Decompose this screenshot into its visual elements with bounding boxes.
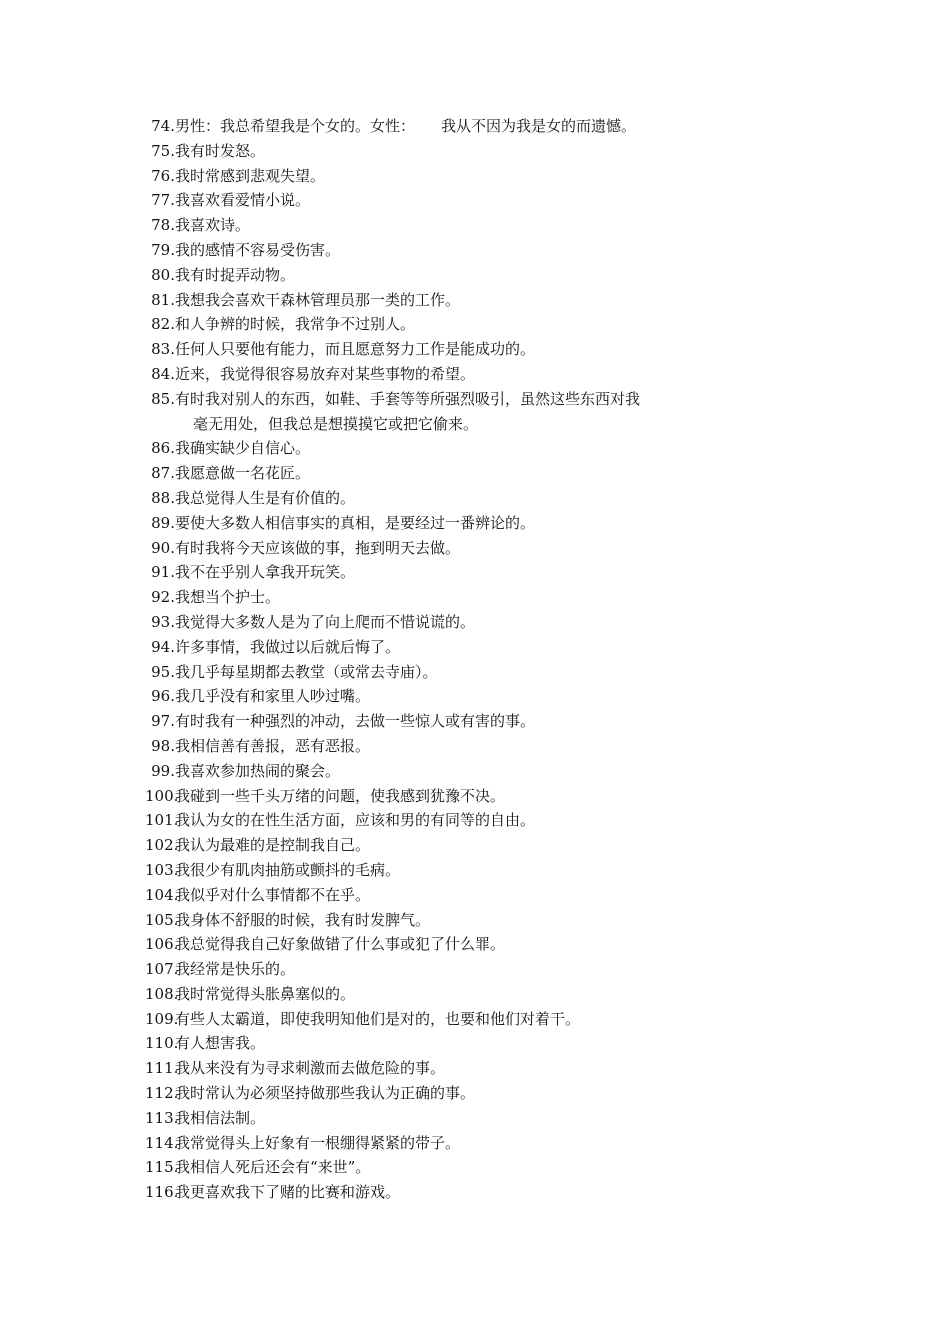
question-item xyxy=(145,436,845,461)
question-text: 有时我有一种强烈的冲动，去做一些惊人或有害的事。 xyxy=(175,712,536,731)
question-number: 97. xyxy=(151,712,175,731)
question-text: 我很少有肌肉抽筋或颤抖的毛病。 xyxy=(175,860,401,879)
question-number: 105. xyxy=(145,910,179,929)
question-item xyxy=(145,1031,845,1056)
question-number: 86. xyxy=(151,439,175,458)
question-text: 我想当个护士。 xyxy=(175,588,281,607)
question-item xyxy=(145,1081,845,1106)
question-number: 77. xyxy=(151,191,175,210)
question-item xyxy=(145,957,845,982)
question-number: 74. xyxy=(151,117,175,135)
question-number: 111. xyxy=(145,1059,179,1078)
question-item xyxy=(145,858,845,883)
question-number: 82. xyxy=(151,315,175,334)
question-number: 104. xyxy=(145,885,179,904)
question-item xyxy=(145,635,845,660)
question-item xyxy=(145,759,845,784)
question-number: 113. xyxy=(145,1108,179,1127)
question-item xyxy=(145,982,845,1007)
question-number: 98. xyxy=(151,736,175,755)
question-text: 我有时发怒。 xyxy=(175,141,266,160)
question-item xyxy=(145,560,845,585)
question-text: 我似乎对什么事情都不在乎。 xyxy=(175,885,371,904)
question-item xyxy=(145,808,845,833)
question-number: 102. xyxy=(145,836,179,855)
question-number: 79. xyxy=(151,240,175,259)
question-text: 我几乎没有和家里人吵过嘴。 xyxy=(175,687,371,706)
question-item xyxy=(145,734,845,759)
question-text: 我喜欢看爱情小说。 xyxy=(175,191,311,210)
question-number: 84. xyxy=(151,364,175,383)
question-number: 112. xyxy=(145,1084,179,1103)
question-text: 我有时捉弄动物。 xyxy=(175,265,296,284)
question-text: 要使大多数人相信事实的真相，是要经过一番辨论的。 xyxy=(175,513,536,532)
question-number: 95. xyxy=(151,662,175,681)
question-text: 我确实缺少自信心。 xyxy=(175,439,311,458)
question-item xyxy=(145,288,845,313)
question-number: 83. xyxy=(151,340,175,359)
question-number: 91. xyxy=(151,563,175,582)
question-number: 90. xyxy=(151,538,175,557)
question-text: 我几乎每星期都去教堂（或常去寺庙）。 xyxy=(175,662,438,681)
question-item xyxy=(145,1131,845,1156)
question-text: 我认为女的在性生活方面，应该和男的有同等的自由。 xyxy=(175,811,536,830)
question-number: 92. xyxy=(151,588,175,607)
question-text: 男性：我总希望我是个女的。女性： 我从不因为我是女的而遗憾。 xyxy=(175,117,637,135)
question-text: 我觉得大多数人是为了向上爬而不惜说谎的。 xyxy=(175,612,476,631)
question-number: 88. xyxy=(151,488,175,507)
question-number: 89. xyxy=(151,513,175,532)
question-number: 109. xyxy=(145,1009,179,1028)
question-text: 任何人只要他有能力，而且愿意努力工作是能成功的。 xyxy=(175,340,536,359)
question-text: 我经常是快乐的。 xyxy=(175,960,296,979)
question-text: 我认为最难的是控制我自己。 xyxy=(175,836,371,855)
question-number: 87. xyxy=(151,464,175,483)
question-text: 我碰到一些千头万绪的问题，使我感到犹豫不决。 xyxy=(175,786,506,805)
question-text: 和人争辨的时候，我常争不过别人。 xyxy=(175,315,416,334)
question-item xyxy=(145,238,845,263)
question-number: 103. xyxy=(145,860,179,879)
question-number: 115. xyxy=(145,1158,179,1177)
question-number: 99. xyxy=(151,761,175,780)
question-item xyxy=(145,536,845,561)
question-item xyxy=(145,164,845,189)
question-item xyxy=(145,932,845,957)
question-number: 107. xyxy=(145,960,179,979)
question-text: 我的感情不容易受伤害。 xyxy=(175,240,341,259)
question-text: 我想我会喜欢干森林管理员那一类的工作。 xyxy=(175,290,461,309)
question-item xyxy=(145,486,845,511)
question-number: 78. xyxy=(151,216,175,235)
question-number: 75. xyxy=(151,141,175,160)
question-item xyxy=(145,833,845,858)
question-number: 114. xyxy=(145,1133,179,1152)
question-number: 94. xyxy=(151,637,175,656)
question-text: 我从来没有为寻求刺激而去做危险的事。 xyxy=(175,1059,446,1078)
question-text: 我时常认为必须坚持做那些我认为正确的事。 xyxy=(175,1084,476,1103)
question-text-line: 有时我对别人的东西，如鞋、手套等等所强烈吸引，虽然这些东西对我 xyxy=(175,389,641,408)
question-text-continuation: 毫无用处，但我总是想摸摸它或把它偷来。 xyxy=(193,414,479,433)
question-text: 我愿意做一名花匠。 xyxy=(175,464,311,483)
question-text: 我总觉得人生是有价值的。 xyxy=(175,488,356,507)
question-number: 106. xyxy=(145,935,179,954)
question-item xyxy=(145,511,845,536)
question-item xyxy=(145,461,845,486)
question-number: 100. xyxy=(145,786,179,805)
question-item xyxy=(145,114,845,139)
question-number: 93. xyxy=(151,612,175,631)
question-number: 76. xyxy=(151,166,175,185)
question-number: 80. xyxy=(151,265,175,284)
question-item xyxy=(145,387,845,437)
question-item xyxy=(145,337,845,362)
question-item xyxy=(145,263,845,288)
question-item xyxy=(145,709,845,734)
question-text: 我更喜欢我下了赌的比赛和游戏。 xyxy=(175,1183,401,1202)
question-item xyxy=(145,1007,845,1032)
question-item xyxy=(145,883,845,908)
question-text: 我相信法制。 xyxy=(175,1108,266,1127)
question-text xyxy=(175,387,640,437)
question-text: 我时常觉得头胀鼻塞似的。 xyxy=(175,984,356,1003)
question-number: 108. xyxy=(145,984,179,1003)
question-item xyxy=(145,1155,845,1180)
question-text: 许多事情，我做过以后就后悔了。 xyxy=(175,637,401,656)
question-item xyxy=(145,610,845,635)
question-text: 我喜欢诗。 xyxy=(175,216,251,235)
question-text: 我相信善有善报，恶有恶报。 xyxy=(175,736,371,755)
question-item xyxy=(145,660,845,685)
question-text: 我不在乎别人拿我开玩笑。 xyxy=(175,563,356,582)
question-text: 有人想害我。 xyxy=(175,1034,266,1053)
question-number: 81. xyxy=(151,290,175,309)
question-text: 我总觉得我自己好象做错了什么事或犯了什么罪。 xyxy=(175,935,506,954)
question-text: 我常觉得头上好象有一根绷得紧紧的带子。 xyxy=(175,1133,461,1152)
question-item xyxy=(145,908,845,933)
question-text: 有时我将今天应该做的事，拖到明天去做。 xyxy=(175,538,461,557)
question-text: 我时常感到悲观失望。 xyxy=(175,166,326,185)
question-item xyxy=(145,1056,845,1081)
question-number: 96. xyxy=(151,687,175,706)
question-number: 110. xyxy=(145,1034,179,1053)
question-text: 我相信人死后还会有“来世”。 xyxy=(175,1158,371,1177)
question-item xyxy=(145,1180,845,1205)
question-item xyxy=(145,784,845,809)
question-text: 有些人太霸道，即使我明知他们是对的，也要和他们对着干。 xyxy=(175,1009,581,1028)
question-item xyxy=(145,1106,845,1131)
question-item xyxy=(145,585,845,610)
question-text: 我喜欢参加热闹的聚会。 xyxy=(175,761,341,780)
question-item xyxy=(145,213,845,238)
question-text: 我身体不舒服的时候，我有时发脾气。 xyxy=(175,910,431,929)
question-text: 近来，我觉得很容易放弃对某些事物的希望。 xyxy=(175,364,476,383)
question-number: 116. xyxy=(145,1183,179,1202)
question-item xyxy=(145,684,845,709)
question-item xyxy=(145,188,845,213)
question-list xyxy=(145,114,845,1205)
question-number: 101. xyxy=(145,811,179,830)
question-number: 85. xyxy=(151,389,175,408)
question-item xyxy=(145,312,845,337)
question-item xyxy=(145,362,845,387)
question-item xyxy=(145,139,845,164)
